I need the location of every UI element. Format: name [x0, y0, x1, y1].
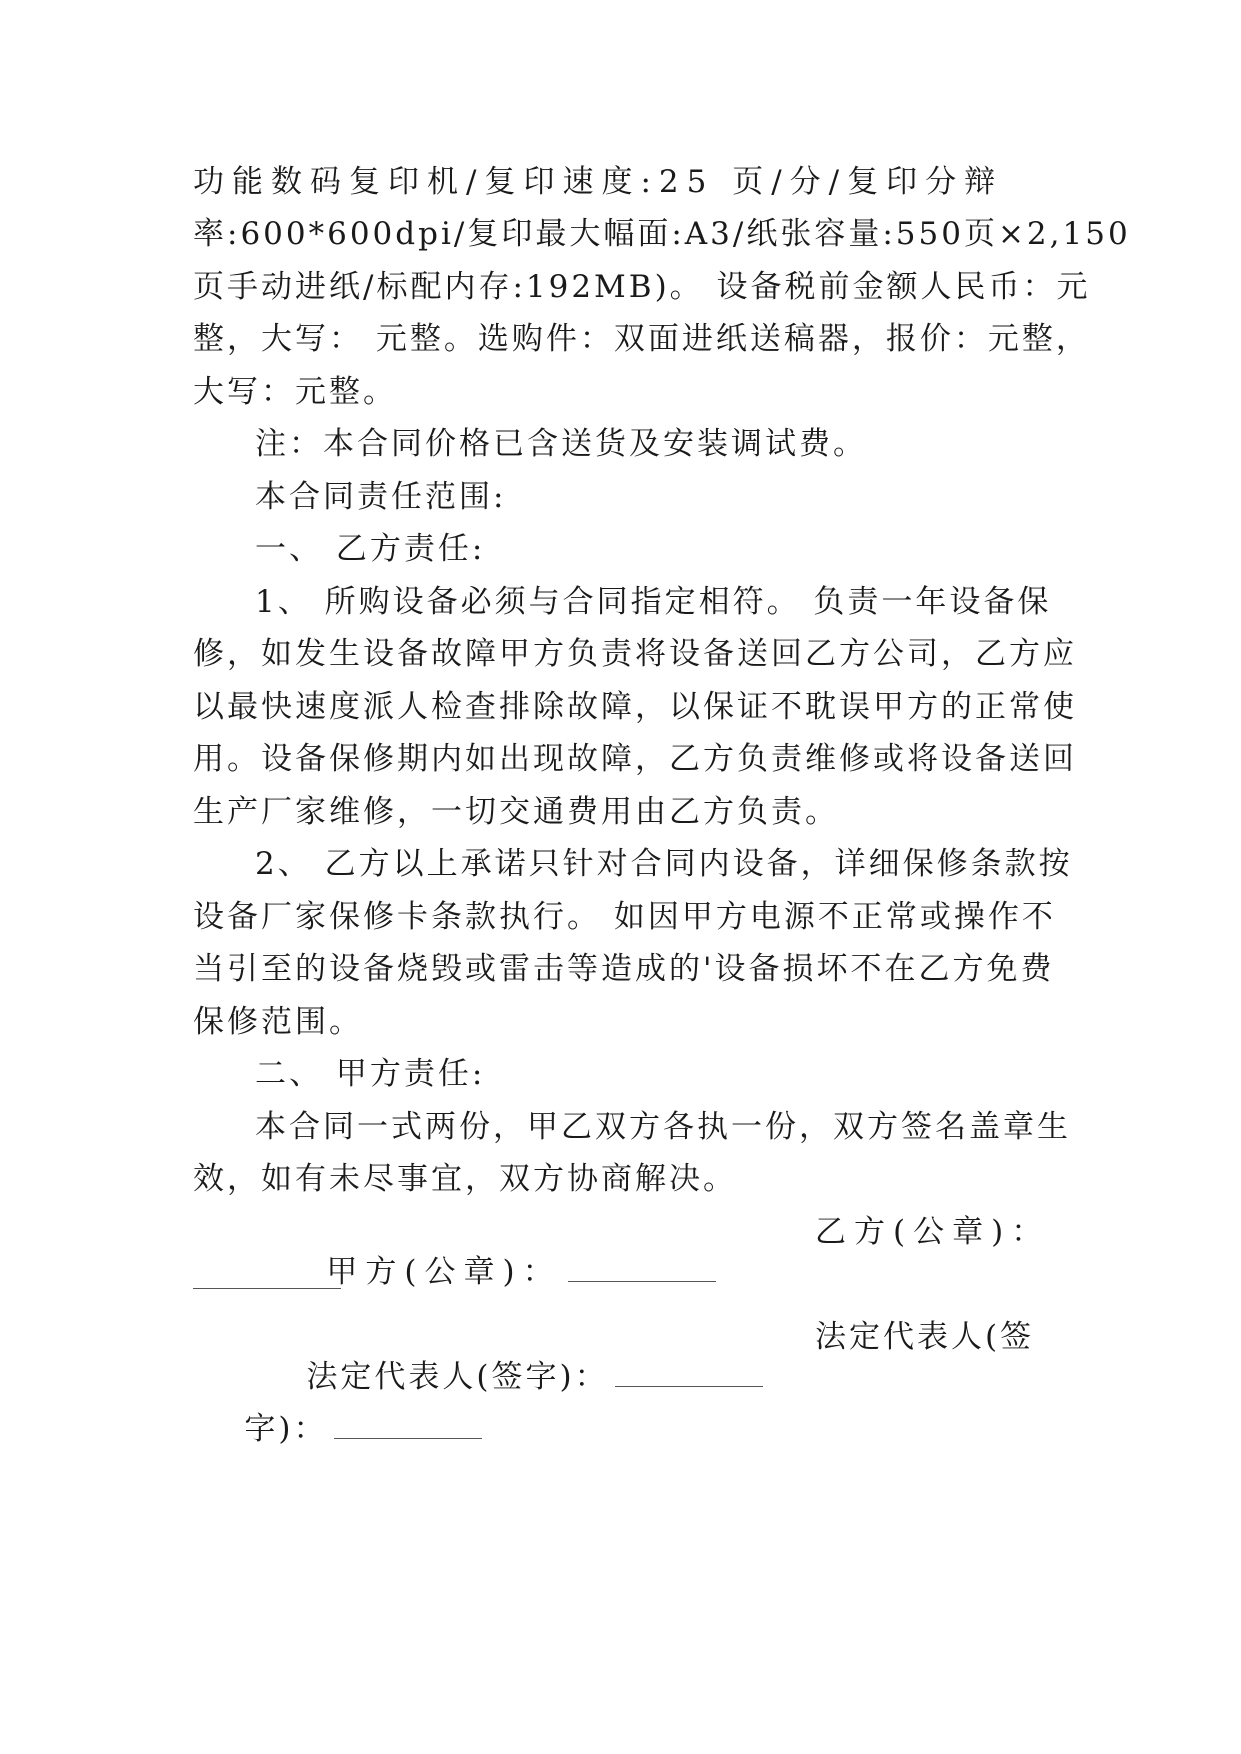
- note-paragraph: 注：本合同价格已含送货及安装调试费。: [255, 426, 867, 462]
- party-b-rep-row: [193, 1369, 482, 1447]
- party-a-seal-blank: [568, 1255, 716, 1282]
- text-line: 以最快速度派人检查排除故障，以保证不耽误甲方的正常使: [193, 689, 1077, 725]
- scope-heading: 本合同责任范围:: [255, 479, 507, 515]
- section-heading-party-a: 二、 甲方责任:: [255, 1056, 486, 1092]
- party-a-rep-row: [255, 1317, 763, 1395]
- text-line: 保修范围。: [193, 1004, 363, 1040]
- text-line: 页手动进纸/标配内存:192MB)。 设备税前金额人民币：元: [193, 269, 1091, 305]
- party-a-rep-label: 法定代表人(签字)：: [306, 1359, 609, 1395]
- text-line: 修，如发生设备故障甲方负责将设备送回乙方公司，乙方应: [193, 636, 1077, 672]
- text-line: 当引至的设备烧毁或雷击等造成的'设备损坏不在乙方免费: [193, 951, 1055, 987]
- party-b-seal-blank: [193, 1262, 341, 1289]
- party-b-rep-label-cont: 字)：: [244, 1411, 328, 1447]
- text-line: 用。设备保修期内如出现故障，乙方负责维修或将设备送回: [193, 741, 1077, 777]
- text-line: 功能数码复印机/复印速度:25 页/分/复印分辩: [193, 164, 1004, 200]
- text-line: 2、 乙方以上承诺只针对合同内设备，详细保修条款按: [255, 846, 1073, 882]
- text-line: 大写：元整。: [193, 374, 397, 410]
- text-line: 率:600*600dpi/复印最大幅面:A3/纸张容量:550页×2,150: [193, 216, 1131, 252]
- text-line: 效，如有未尽事宜，双方协商解决。: [193, 1161, 737, 1197]
- text-line: 本合同一式两份，甲乙双方各执一份，双方签名盖章生: [255, 1109, 1071, 1145]
- party-b-seal-label: 乙方(公章)：: [815, 1214, 1051, 1250]
- party-a-seal-row: [255, 1212, 716, 1290]
- text-line: 设备厂家保修卡条款执行。 如因甲方电源不正常或操作不: [193, 899, 1056, 935]
- party-b-rep-blank: [334, 1412, 482, 1439]
- text-line: 生产厂家维修，一切交通费用由乙方负责。: [193, 794, 839, 830]
- text-line: 整，大写： 元整。选购件：双面进纸送稿器，报价：元整，: [193, 321, 1090, 357]
- party-a-rep-blank: [615, 1360, 763, 1387]
- text-line: 1、 所购设备必须与合同指定相符。 负责一年设备保: [255, 584, 1052, 620]
- party-a-seal-label: 甲方(公章)：: [326, 1254, 562, 1290]
- party-b-rep-label: 法定代表人(签: [815, 1319, 1035, 1355]
- section-heading-party-b: 一、 乙方责任:: [255, 531, 486, 567]
